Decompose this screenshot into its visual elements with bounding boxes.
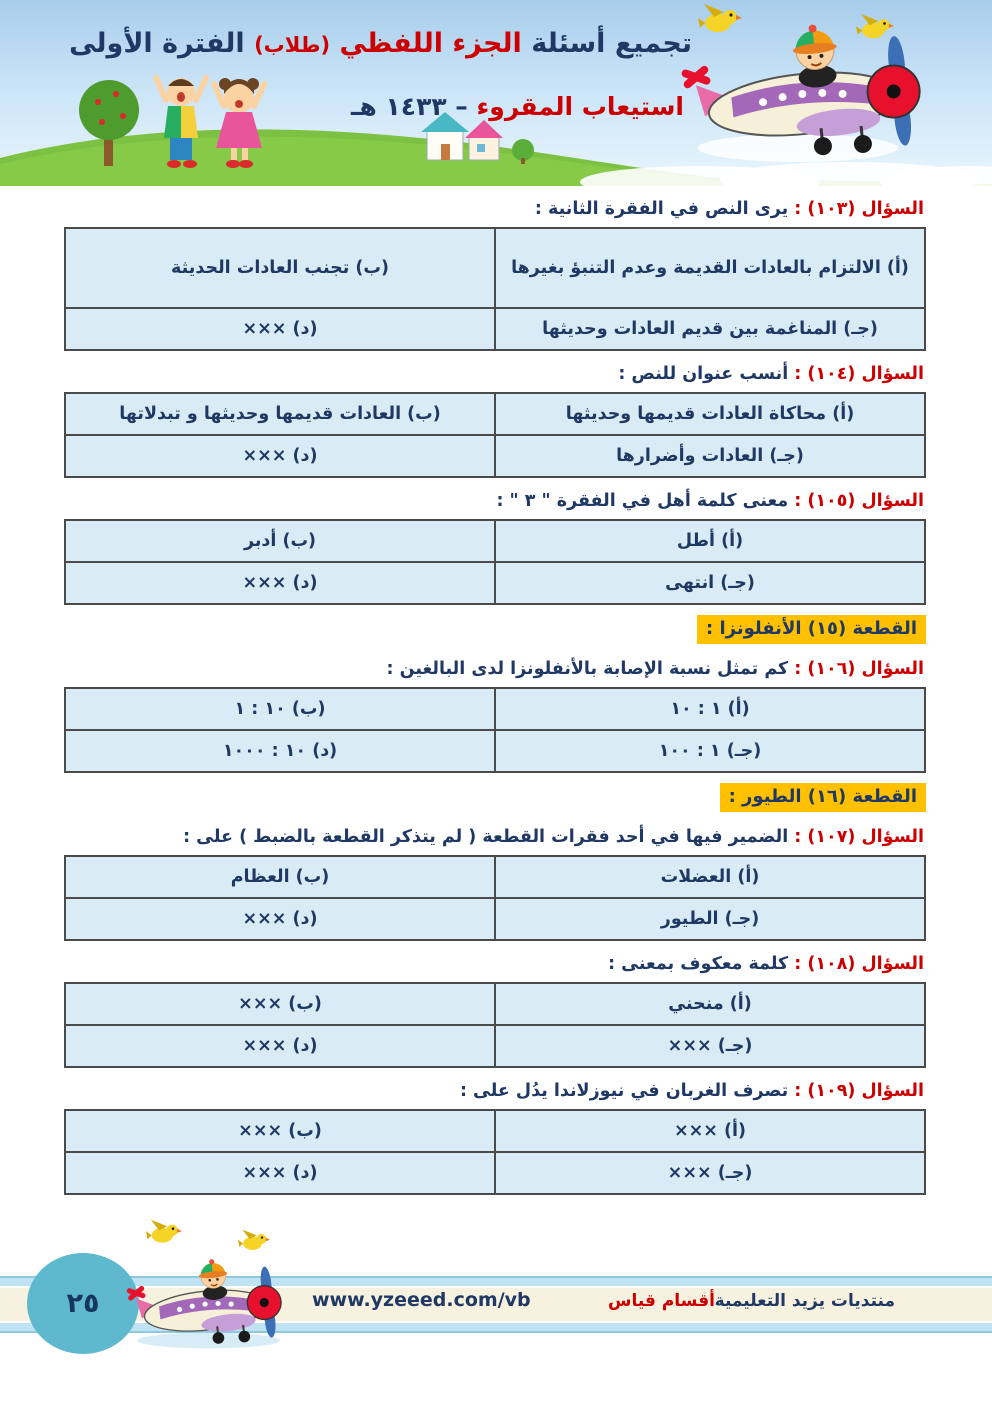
q107-option-d: (د) ××× bbox=[65, 898, 495, 940]
question-108-text: كلمة معكوف بمعنى : bbox=[608, 954, 789, 974]
question-108-number: السؤال (١٠٨) : bbox=[794, 954, 924, 974]
q105-option-b: (ب) أدبر bbox=[65, 520, 495, 562]
subtitle-part-2: – ١٤٣٣ هـ bbox=[350, 92, 477, 121]
question-104-number: السؤال (١٠٤) : bbox=[794, 364, 924, 384]
question-109-number: السؤال (١٠٩) : bbox=[794, 1081, 924, 1101]
question-108-title bbox=[66, 954, 924, 974]
q108-option-d: (د) ××× bbox=[65, 1025, 495, 1067]
q107-option-a: (أ) العضلات bbox=[495, 856, 925, 898]
question-105-options-table bbox=[64, 519, 926, 605]
table-row bbox=[65, 520, 925, 562]
question-105-number: السؤال (١٠٥) : bbox=[794, 491, 924, 511]
question-109-title bbox=[66, 1081, 924, 1101]
table-row bbox=[65, 393, 925, 435]
q107-option-c: (جـ) الطيور bbox=[495, 898, 925, 940]
q103-option-d: (د) ××× bbox=[65, 308, 495, 350]
q109-option-b: (ب) ××× bbox=[65, 1110, 495, 1152]
footer-section-label: أقسام قياس bbox=[608, 1291, 715, 1311]
question-106-options-table bbox=[64, 687, 926, 773]
question-106-text: كم تمثل نسبة الإصابة بالأنفلونزا لدى البالغين : bbox=[386, 659, 789, 679]
q106-option-c: (جـ) ١ : ١٠٠ bbox=[495, 730, 925, 772]
q108-option-a: (أ) منحني bbox=[495, 983, 925, 1025]
q109-option-d: (د) ××× bbox=[65, 1152, 495, 1194]
q105-option-c: (جـ) انتهى bbox=[495, 562, 925, 604]
question-105-text: معنى كلمة أهل في الفقرة " ٣ " : bbox=[496, 491, 789, 511]
table-row bbox=[65, 1110, 925, 1152]
q109-option-a: (أ) ××× bbox=[495, 1110, 925, 1152]
table-row bbox=[65, 308, 925, 350]
title-part-2: الجزء اللفظي bbox=[330, 28, 522, 59]
bird-icon bbox=[856, 12, 894, 42]
title-part-1: تجميع أسئلة bbox=[521, 28, 692, 59]
q105-option-a: (أ) أطل bbox=[495, 520, 925, 562]
q104-option-a: (أ) محاكاة العادات قديمها وحديثها bbox=[495, 393, 925, 435]
q106-option-d: (د) ١٠ : ١٠٠٠ bbox=[65, 730, 495, 772]
question-103-options-table bbox=[64, 227, 926, 351]
questions-area bbox=[64, 186, 926, 1195]
question-103-title bbox=[66, 199, 924, 219]
question-107-options-table bbox=[64, 855, 926, 941]
bird-icon bbox=[146, 1218, 182, 1246]
question-103-text: يرى النص في الفقرة الثانية : bbox=[534, 199, 789, 219]
table-row bbox=[65, 435, 925, 477]
passage-16-banner: القطعة (١٦) الطيور : bbox=[720, 783, 926, 812]
q104-option-b: (ب) العادات قديمها وحديثها و تبدلاتها bbox=[65, 393, 495, 435]
question-106-number: السؤال (١٠٦) : bbox=[794, 659, 924, 679]
q108-option-b: (ب) ××× bbox=[65, 983, 495, 1025]
footer-site-name: منتديات يزيد التعليمية bbox=[714, 1291, 895, 1311]
passage-15-banner: القطعة (١٥) الأنفلونزا : bbox=[697, 615, 926, 644]
table-row bbox=[65, 983, 925, 1025]
q107-option-b: (ب) العظام bbox=[65, 856, 495, 898]
footer-url: www.yzeeed.com/vb bbox=[312, 1289, 531, 1311]
q103-option-a: (أ) الالتزام بالعادات القديمة وعدم التنبؤ بغيرها bbox=[495, 228, 925, 308]
question-105-title bbox=[66, 491, 924, 511]
title-part-3: (طلاب) bbox=[254, 33, 331, 57]
bird-icon bbox=[238, 1228, 270, 1253]
question-106-title bbox=[66, 659, 924, 679]
table-row bbox=[65, 228, 925, 308]
table-row bbox=[65, 688, 925, 730]
page-number: ٢٥ bbox=[66, 1288, 100, 1319]
page-subtitle bbox=[351, 92, 684, 121]
bird-icon bbox=[698, 2, 742, 36]
q105-option-d: (د) ××× bbox=[65, 562, 495, 604]
page-title bbox=[69, 28, 692, 59]
question-109-text: تصرف الغربان في نيوزلاندا يدُل على : bbox=[459, 1081, 789, 1101]
subtitle-part-1: استيعاب المقروء bbox=[476, 92, 684, 121]
table-row bbox=[65, 898, 925, 940]
question-104-text: أنسب عنوان للنص : bbox=[618, 364, 789, 384]
table-row bbox=[65, 1025, 925, 1067]
q104-option-c: (جـ) العادات وأضرارها bbox=[495, 435, 925, 477]
table-row bbox=[65, 730, 925, 772]
question-104-title bbox=[66, 364, 924, 384]
q108-option-c: (جـ) ××× bbox=[495, 1025, 925, 1067]
kids-illustration bbox=[78, 66, 313, 180]
q106-option-b: (ب) ١٠ : ١ bbox=[65, 688, 495, 730]
table-row bbox=[65, 562, 925, 604]
q103-option-c: (جـ) المناغمة بين قديم العادات وحديثها bbox=[495, 308, 925, 350]
table-row bbox=[65, 1152, 925, 1194]
title-part-4: الفترة الأولى bbox=[69, 28, 255, 59]
question-109-options-table bbox=[64, 1109, 926, 1195]
question-107-number: السؤال (١٠٧) : bbox=[794, 827, 924, 847]
question-104-options-table bbox=[64, 392, 926, 478]
q106-option-a: (أ) ١ : ١٠ bbox=[495, 688, 925, 730]
question-108-options-table bbox=[64, 982, 926, 1068]
question-107-title bbox=[66, 827, 924, 847]
q103-option-b: (ب) تجنب العادات الحديثة bbox=[65, 228, 495, 308]
question-103-number: السؤال (١٠٣) : bbox=[794, 199, 924, 219]
q104-option-d: (د) ××× bbox=[65, 435, 495, 477]
question-107-text: الضمير فيها في أحد فقرات القطعة ( لم يتذكر القطعة بالضبط ) على : bbox=[183, 827, 789, 847]
table-row bbox=[65, 856, 925, 898]
q109-option-c: (جـ) ××× bbox=[495, 1152, 925, 1194]
page-header bbox=[0, 0, 992, 186]
